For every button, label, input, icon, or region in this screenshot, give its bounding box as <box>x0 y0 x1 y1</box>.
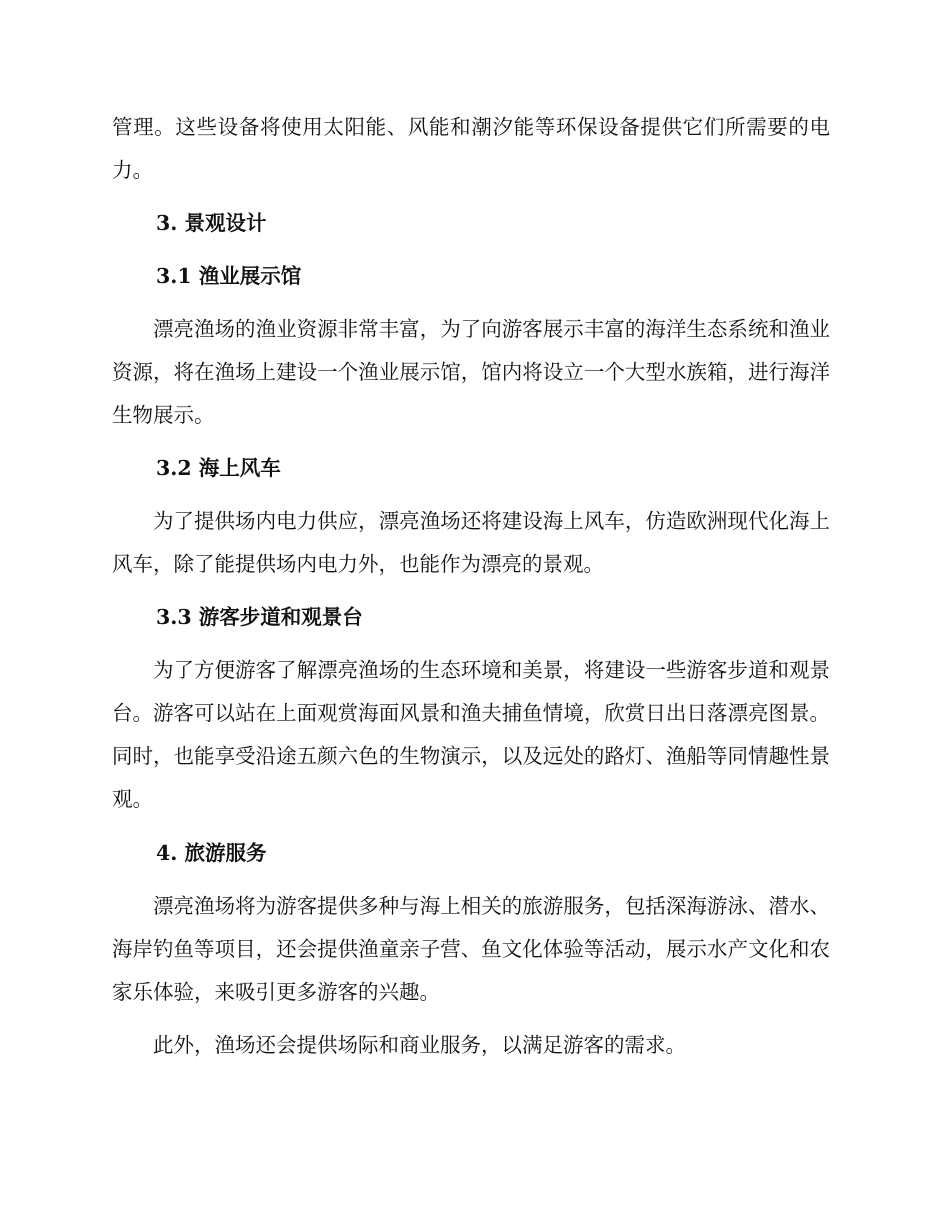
heading-tourism-services: 4. 旅游服务 <box>156 841 267 865</box>
paragraph-tourism-services: 漂亮渔场将为游客提供多种与海上相关的旅游服务，包括深海游泳、潜水、海岸钓鱼等项目，还会提供渔童亲子营、鱼文化体验等活动，展示水产文化和农家乐体验，来吸引更多游客的兴趣。 <box>112 894 830 1004</box>
document-body <box>112 106 830 1067</box>
heading-walkway-observation-deck: 3.3 游客步道和观景台 <box>156 605 363 629</box>
heading-offshore-windmill: 3.2 海上风车 <box>156 456 281 480</box>
paragraph-offshore-windmill: 为了提供场内电力供应，漂亮渔场还将建设海上风车，仿造欧洲现代化海上风车，除了能提供场内电力外，也能作为漂亮的景观。 <box>112 509 830 576</box>
paragraph-fishery-exhibition-hall: 漂亮渔场的渔业资源非常丰富，为了向游客展示丰富的海洋生态系统和渔业资源，将在渔场上建设一个渔业展示馆，馆内将设立一个大型水族箱，进行海洋生物展示。 <box>112 317 830 427</box>
paragraph-walkway-observation-deck: 为了方便游客了解漂亮渔场的生态环境和美景，将建设一些游客步道和观景台。游客可以站在上面观赏海面风景和渔夫捕鱼情境，欣赏日出日落漂亮图景。同时，也能享受沿途五颜六色的生物演示，以及远处的路灯、渔船等同情趣性景观。 <box>112 658 830 811</box>
heading-landscape-design: 3. 景观设计 <box>156 211 267 235</box>
heading-fishery-exhibition-hall: 3.1 渔业展示馆 <box>156 264 302 288</box>
paragraph-power-supply: 管理。这些设备将使用太阳能、风能和潮汐能等环保设备提供它们所需要的电力。 <box>112 115 830 182</box>
paragraph-commercial-services: 此外，渔场还会提供场际和商业服务，以满足游客的需求。 <box>153 1033 686 1057</box>
